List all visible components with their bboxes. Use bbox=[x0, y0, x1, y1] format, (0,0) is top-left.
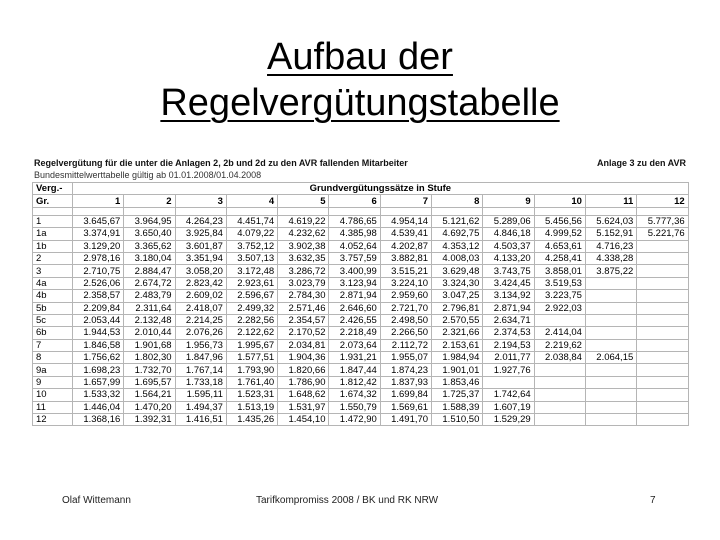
table-cell bbox=[585, 314, 636, 326]
table-cell: 2.426,55 bbox=[329, 314, 380, 326]
table-row bbox=[33, 302, 689, 314]
table-cell bbox=[585, 302, 636, 314]
spacer-cell bbox=[637, 207, 688, 215]
table-cell: 1.901,01 bbox=[432, 364, 483, 376]
table-cell: 3.286,72 bbox=[278, 265, 329, 277]
table-cell: 2.354,57 bbox=[278, 314, 329, 326]
table-cell: 1.494,37 bbox=[175, 401, 226, 413]
table-cell: 1.725,37 bbox=[432, 389, 483, 401]
header-stufe: 9 bbox=[483, 195, 534, 207]
table-cell: 1.837,93 bbox=[380, 376, 431, 388]
row-group-label: 5c bbox=[33, 314, 73, 326]
table-cell: 1.446,04 bbox=[73, 401, 124, 413]
table-cell: 1.577,51 bbox=[226, 352, 277, 364]
table-cell: 2.209,84 bbox=[73, 302, 124, 314]
row-group-label: 9 bbox=[33, 376, 73, 388]
table-cell: 4.999,52 bbox=[534, 228, 585, 240]
table-cell: 2.784,30 bbox=[278, 290, 329, 302]
table-cell: 1.733,18 bbox=[175, 376, 226, 388]
table-cell: 2.596,67 bbox=[226, 290, 277, 302]
table-cell: 1.742,64 bbox=[483, 389, 534, 401]
table-cell: 4.202,87 bbox=[380, 240, 431, 252]
table-cell bbox=[585, 277, 636, 289]
table-cell: 1.648,62 bbox=[278, 389, 329, 401]
row-group-label: 7 bbox=[33, 339, 73, 351]
table-cell: 3.601,87 bbox=[175, 240, 226, 252]
table-cell: 1.944,53 bbox=[73, 327, 124, 339]
header-stufe: 6 bbox=[329, 195, 380, 207]
table-cell: 2.358,57 bbox=[73, 290, 124, 302]
table-cell: 4.653,61 bbox=[534, 240, 585, 252]
table-cell: 1.820,66 bbox=[278, 364, 329, 376]
table-cell: 2.499,32 bbox=[226, 302, 277, 314]
table-cell: 1.812,42 bbox=[329, 376, 380, 388]
table-cell: 3.365,62 bbox=[124, 240, 175, 252]
table-cell: 2.570,55 bbox=[432, 314, 483, 326]
table-cell: 4.451,74 bbox=[226, 215, 277, 227]
table-cell: 1.529,29 bbox=[483, 414, 534, 426]
table-cell: 1.674,32 bbox=[329, 389, 380, 401]
table-cell: 2.674,72 bbox=[124, 277, 175, 289]
table-cell: 1.569,61 bbox=[380, 401, 431, 413]
table-cell: 2.034,81 bbox=[278, 339, 329, 351]
table-cell: 1.901,68 bbox=[124, 339, 175, 351]
table-row bbox=[33, 327, 689, 339]
table-cell bbox=[483, 376, 534, 388]
table-cell: 1.761,40 bbox=[226, 376, 277, 388]
table-cell: 3.223,75 bbox=[534, 290, 585, 302]
table-cell: 2.959,60 bbox=[380, 290, 431, 302]
table-cell: 2.122,62 bbox=[226, 327, 277, 339]
table-cell: 1.699,84 bbox=[380, 389, 431, 401]
table-cell: 4.264,23 bbox=[175, 215, 226, 227]
table-cell bbox=[637, 339, 688, 351]
table-cell: 1.454,10 bbox=[278, 414, 329, 426]
table-cell: 3.123,94 bbox=[329, 277, 380, 289]
table-cell bbox=[637, 401, 688, 413]
table-cell: 2.266,50 bbox=[380, 327, 431, 339]
table-header-row-stufen bbox=[33, 195, 689, 207]
table-cell: 1.510,50 bbox=[432, 414, 483, 426]
table-row bbox=[33, 265, 689, 277]
table-row bbox=[33, 215, 689, 227]
table-cell: 4.786,65 bbox=[329, 215, 380, 227]
table-cell: 2.073,64 bbox=[329, 339, 380, 351]
table-cell bbox=[637, 290, 688, 302]
table-cell: 1.995,67 bbox=[226, 339, 277, 351]
table-cell bbox=[534, 314, 585, 326]
row-group-label: 4b bbox=[33, 290, 73, 302]
table-cell: 2.311,64 bbox=[124, 302, 175, 314]
table-cell: 3.023,79 bbox=[278, 277, 329, 289]
table-cell: 3.180,04 bbox=[124, 252, 175, 264]
table-cell: 1.931,21 bbox=[329, 352, 380, 364]
table-cell: 2.609,02 bbox=[175, 290, 226, 302]
spacer-cell bbox=[175, 207, 226, 215]
row-group-label: 1a bbox=[33, 228, 73, 240]
table-cell bbox=[585, 414, 636, 426]
table-cell: 2.823,42 bbox=[175, 277, 226, 289]
table-row bbox=[33, 352, 689, 364]
table-cell: 4.954,14 bbox=[380, 215, 431, 227]
table-cell bbox=[585, 290, 636, 302]
table-cell: 1.657,99 bbox=[73, 376, 124, 388]
table-cell: 1.513,19 bbox=[226, 401, 277, 413]
row-group-label: 4a bbox=[33, 277, 73, 289]
table-row bbox=[33, 240, 689, 252]
table-cell: 2.978,16 bbox=[73, 252, 124, 264]
header-stufe: 11 bbox=[585, 195, 636, 207]
table-cell: 2.414,04 bbox=[534, 327, 585, 339]
row-group-label: 2 bbox=[33, 252, 73, 264]
spacer-cell bbox=[534, 207, 585, 215]
row-group-label: 1 bbox=[33, 215, 73, 227]
table-cell bbox=[534, 389, 585, 401]
table-cell: 1.767,14 bbox=[175, 364, 226, 376]
table-cell: 2.871,94 bbox=[329, 290, 380, 302]
slide-title bbox=[0, 34, 720, 126]
table-cell: 4.052,64 bbox=[329, 240, 380, 252]
table-cell: 4.008,03 bbox=[432, 252, 483, 264]
spacer-cell bbox=[483, 207, 534, 215]
table-caption: Regelvergütung für die unter die Anlagen 2, 2b und 2d zu den AVR fallenden Mitarbeiter bbox=[34, 158, 408, 168]
table-cell: 2.011,77 bbox=[483, 352, 534, 364]
table-cell: 3.134,92 bbox=[483, 290, 534, 302]
spacer-cell bbox=[33, 207, 73, 215]
table-cell: 1.550,79 bbox=[329, 401, 380, 413]
table-cell bbox=[637, 302, 688, 314]
table-cell: 3.902,38 bbox=[278, 240, 329, 252]
header-verg-label: Verg.- bbox=[33, 183, 73, 195]
row-group-label: 1b bbox=[33, 240, 73, 252]
table-cell: 5.121,62 bbox=[432, 215, 483, 227]
salary-table bbox=[32, 182, 689, 426]
table-row bbox=[33, 277, 689, 289]
table-cell: 1.470,20 bbox=[124, 401, 175, 413]
header-stufe: 5 bbox=[278, 195, 329, 207]
table-cell: 2.214,25 bbox=[175, 314, 226, 326]
table-cell: 2.321,66 bbox=[432, 327, 483, 339]
header-stufe: 4 bbox=[226, 195, 277, 207]
table-cell: 2.064,15 bbox=[585, 352, 636, 364]
table-cell: 2.923,61 bbox=[226, 277, 277, 289]
table-row bbox=[33, 228, 689, 240]
table-cell: 4.338,28 bbox=[585, 252, 636, 264]
table-cell: 3.752,12 bbox=[226, 240, 277, 252]
row-group-label: 3 bbox=[33, 265, 73, 277]
table-cell: 3.224,10 bbox=[380, 277, 431, 289]
table-cell: 3.172,48 bbox=[226, 265, 277, 277]
table-cell: 3.400,99 bbox=[329, 265, 380, 277]
table-cell bbox=[585, 339, 636, 351]
table-cell: 2.871,94 bbox=[483, 302, 534, 314]
table-cell: 1.523,31 bbox=[226, 389, 277, 401]
table-cell bbox=[637, 252, 688, 264]
table-cell: 1.802,30 bbox=[124, 352, 175, 364]
table-cell: 5.221,76 bbox=[637, 228, 688, 240]
table-cell: 4.619,22 bbox=[278, 215, 329, 227]
table-row bbox=[33, 389, 689, 401]
table-cell: 1.874,23 bbox=[380, 364, 431, 376]
table-cell: 3.351,94 bbox=[175, 252, 226, 264]
table-row bbox=[33, 414, 689, 426]
table-row bbox=[33, 252, 689, 264]
table-cell: 1.927,76 bbox=[483, 364, 534, 376]
spacer-cell bbox=[380, 207, 431, 215]
table-cell bbox=[534, 364, 585, 376]
spacer-cell bbox=[585, 207, 636, 215]
table-cell: 2.374,53 bbox=[483, 327, 534, 339]
header-gr-label: Gr. bbox=[33, 195, 73, 207]
table-row bbox=[33, 339, 689, 351]
table-cell bbox=[637, 265, 688, 277]
table-cell: 1.392,31 bbox=[124, 414, 175, 426]
table-cell bbox=[637, 277, 688, 289]
table-cell: 1.846,58 bbox=[73, 339, 124, 351]
row-group-label: 10 bbox=[33, 389, 73, 401]
table-cell: 4.385,98 bbox=[329, 228, 380, 240]
table-cell: 2.571,46 bbox=[278, 302, 329, 314]
table-cell bbox=[585, 327, 636, 339]
table-cell: 2.282,56 bbox=[226, 314, 277, 326]
table-cell bbox=[637, 240, 688, 252]
table-row bbox=[33, 401, 689, 413]
spacer-cell bbox=[124, 207, 175, 215]
table-cell: 2.418,07 bbox=[175, 302, 226, 314]
table-cell: 5.289,06 bbox=[483, 215, 534, 227]
table-cell: 1.531,97 bbox=[278, 401, 329, 413]
table-cell: 1.955,07 bbox=[380, 352, 431, 364]
table-cell: 4.692,75 bbox=[432, 228, 483, 240]
header-stufe: 8 bbox=[432, 195, 483, 207]
table-cell: 3.882,81 bbox=[380, 252, 431, 264]
table-cell: 4.232,62 bbox=[278, 228, 329, 240]
row-group-label: 12 bbox=[33, 414, 73, 426]
table-cell: 2.498,50 bbox=[380, 314, 431, 326]
table-cell: 1.956,73 bbox=[175, 339, 226, 351]
table-cell: 2.153,61 bbox=[432, 339, 483, 351]
table-cell: 2.194,53 bbox=[483, 339, 534, 351]
table-cell: 3.507,13 bbox=[226, 252, 277, 264]
table-cell: 3.632,35 bbox=[278, 252, 329, 264]
table-cell: 3.515,21 bbox=[380, 265, 431, 277]
table-cell: 5.456,56 bbox=[534, 215, 585, 227]
table-cell: 1.904,36 bbox=[278, 352, 329, 364]
spacer-row bbox=[33, 207, 689, 215]
table-cell: 1.533,32 bbox=[73, 389, 124, 401]
salary-table-panel bbox=[30, 155, 690, 445]
table-cell: 1.472,90 bbox=[329, 414, 380, 426]
table-cell: 2.796,81 bbox=[432, 302, 483, 314]
row-group-label: 8 bbox=[33, 352, 73, 364]
table-cell: 3.925,84 bbox=[175, 228, 226, 240]
header-stufe: 10 bbox=[534, 195, 585, 207]
row-group-label: 5b bbox=[33, 302, 73, 314]
table-cell bbox=[585, 376, 636, 388]
table-cell: 2.219,62 bbox=[534, 339, 585, 351]
table-cell: 4.133,20 bbox=[483, 252, 534, 264]
table-cell: 1.695,57 bbox=[124, 376, 175, 388]
table-cell: 2.634,71 bbox=[483, 314, 534, 326]
header-stufe: 2 bbox=[124, 195, 175, 207]
header-stufe: 1 bbox=[73, 195, 124, 207]
table-cell: 1.698,23 bbox=[73, 364, 124, 376]
table-cell: 4.846,18 bbox=[483, 228, 534, 240]
table-cell: 2.132,48 bbox=[124, 314, 175, 326]
table-cell bbox=[585, 389, 636, 401]
spacer-cell bbox=[226, 207, 277, 215]
table-header-row-group bbox=[33, 183, 689, 195]
table-cell: 1.416,51 bbox=[175, 414, 226, 426]
table-cell: 3.129,20 bbox=[73, 240, 124, 252]
table-cell: 2.884,47 bbox=[124, 265, 175, 277]
table-subcaption: Bundesmittelwerttabelle gültig ab 01.01.2008/01.04.2008 bbox=[34, 170, 262, 180]
table-row bbox=[33, 376, 689, 388]
footer-center-text: Tarifkompromiss 2008 / BK und RK NRW bbox=[256, 495, 439, 506]
table-row bbox=[33, 364, 689, 376]
table-cell: 2.218,49 bbox=[329, 327, 380, 339]
header-grundverguetung: Grundvergütungssätze in Stufe bbox=[73, 183, 689, 195]
table-body bbox=[33, 207, 689, 426]
table-cell: 4.539,41 bbox=[380, 228, 431, 240]
table-cell: 1.847,96 bbox=[175, 352, 226, 364]
table-cell: 2.526,06 bbox=[73, 277, 124, 289]
table-cell: 1.732,70 bbox=[124, 364, 175, 376]
table-cell: 4.079,22 bbox=[226, 228, 277, 240]
table-cell: 4.503,37 bbox=[483, 240, 534, 252]
table-cell: 3.645,67 bbox=[73, 215, 124, 227]
table-cell: 2.646,60 bbox=[329, 302, 380, 314]
table-cell: 1.595,11 bbox=[175, 389, 226, 401]
table-cell: 1.368,16 bbox=[73, 414, 124, 426]
table-cell: 3.650,40 bbox=[124, 228, 175, 240]
table-cell: 3.058,20 bbox=[175, 265, 226, 277]
spacer-cell bbox=[73, 207, 124, 215]
table-cell: 3.858,01 bbox=[534, 265, 585, 277]
footer-author: Olaf Wittemann bbox=[62, 495, 131, 506]
row-group-label: 9a bbox=[33, 364, 73, 376]
table-cell: 4.353,12 bbox=[432, 240, 483, 252]
table-cell: 2.076,26 bbox=[175, 327, 226, 339]
table-cell: 1.756,62 bbox=[73, 352, 124, 364]
table-cell: 1.564,21 bbox=[124, 389, 175, 401]
table-annex-label: Anlage 3 zu den AVR bbox=[596, 158, 686, 168]
table-cell bbox=[534, 401, 585, 413]
table-cell: 4.258,41 bbox=[534, 252, 585, 264]
table-cell: 3.875,22 bbox=[585, 265, 636, 277]
table-cell bbox=[637, 327, 688, 339]
table-cell: 1.435,26 bbox=[226, 414, 277, 426]
header-stufe: 3 bbox=[175, 195, 226, 207]
table-cell bbox=[534, 376, 585, 388]
table-cell bbox=[585, 364, 636, 376]
table-row bbox=[33, 314, 689, 326]
table-cell bbox=[637, 376, 688, 388]
table-cell bbox=[637, 414, 688, 426]
table-cell bbox=[585, 401, 636, 413]
table-cell: 1.847,44 bbox=[329, 364, 380, 376]
table-cell: 1.491,70 bbox=[380, 414, 431, 426]
table-cell: 3.047,25 bbox=[432, 290, 483, 302]
header-stufe: 7 bbox=[380, 195, 431, 207]
table-cell: 1.793,90 bbox=[226, 364, 277, 376]
footer-page-number: 7 bbox=[650, 495, 656, 506]
table-cell: 1.853,46 bbox=[432, 376, 483, 388]
table-cell: 1.607,19 bbox=[483, 401, 534, 413]
table-cell: 1.786,90 bbox=[278, 376, 329, 388]
table-cell bbox=[637, 352, 688, 364]
table-row bbox=[33, 290, 689, 302]
table-cell: 3.964,95 bbox=[124, 215, 175, 227]
table-cell: 3.757,59 bbox=[329, 252, 380, 264]
table-cell: 2.922,03 bbox=[534, 302, 585, 314]
table-cell: 2.721,70 bbox=[380, 302, 431, 314]
table-cell: 3.629,48 bbox=[432, 265, 483, 277]
table-cell: 5.152,91 bbox=[585, 228, 636, 240]
table-cell: 4.716,23 bbox=[585, 240, 636, 252]
table-cell: 5.624,03 bbox=[585, 215, 636, 227]
spacer-cell bbox=[329, 207, 380, 215]
table-cell: 2.010,44 bbox=[124, 327, 175, 339]
table-cell: 2.112,72 bbox=[380, 339, 431, 351]
table-cell: 3.424,45 bbox=[483, 277, 534, 289]
table-cell: 2.053,44 bbox=[73, 314, 124, 326]
table-cell: 2.710,75 bbox=[73, 265, 124, 277]
table-cell: 1.588,39 bbox=[432, 401, 483, 413]
table-cell bbox=[637, 364, 688, 376]
table-cell: 2.483,79 bbox=[124, 290, 175, 302]
table-cell bbox=[637, 314, 688, 326]
spacer-cell bbox=[432, 207, 483, 215]
table-cell bbox=[637, 389, 688, 401]
table-cell: 3.374,91 bbox=[73, 228, 124, 240]
table-cell: 3.743,75 bbox=[483, 265, 534, 277]
table-cell: 2.038,84 bbox=[534, 352, 585, 364]
table-cell: 1.984,94 bbox=[432, 352, 483, 364]
table-cell: 3.519,53 bbox=[534, 277, 585, 289]
table-cell: 3.324,30 bbox=[432, 277, 483, 289]
table-cell bbox=[534, 414, 585, 426]
header-stufe: 12 bbox=[637, 195, 688, 207]
table-cell: 5.777,36 bbox=[637, 215, 688, 227]
title-line-2: Regelvergütungstabelle bbox=[160, 82, 560, 124]
table-cell: 2.170,52 bbox=[278, 327, 329, 339]
spacer-cell bbox=[278, 207, 329, 215]
title-line-1: Aufbau der bbox=[267, 36, 453, 78]
row-group-label: 6b bbox=[33, 327, 73, 339]
row-group-label: 11 bbox=[33, 401, 73, 413]
